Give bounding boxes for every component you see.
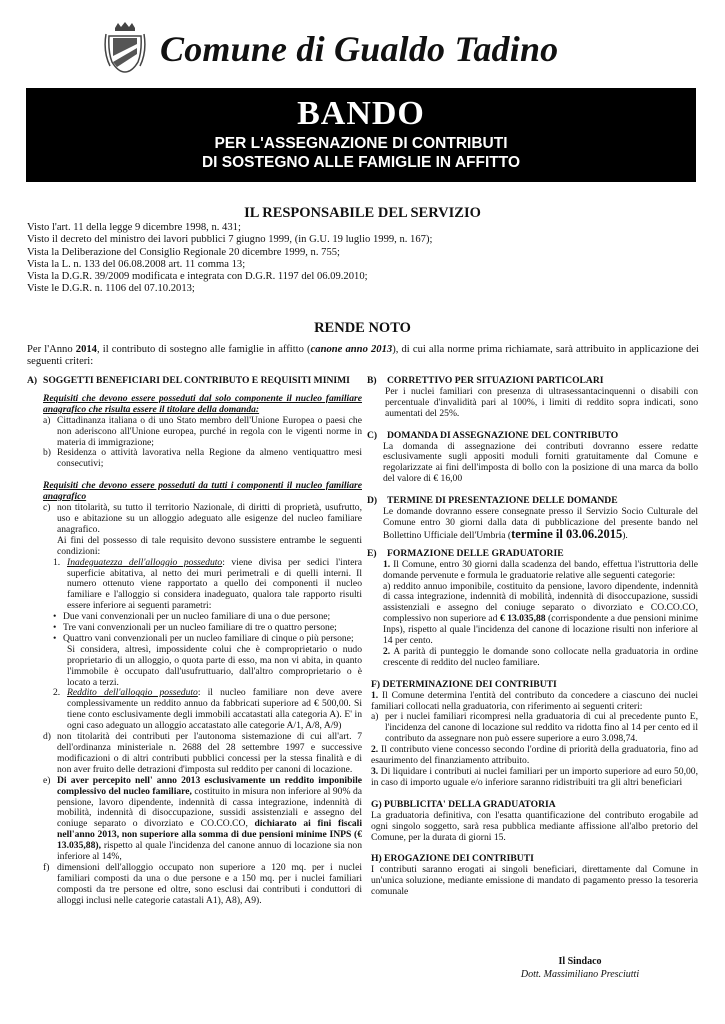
section-h-text: I contributi saranno erogati ai singoli beneficiari, direttamente dal Comune in un'unica soluzione, mediante emissione di mandato di pagamento presso la tesoreria comunale	[371, 864, 698, 898]
section-title: CORRETTIVO PER SITUAZIONI PARTICOLARI	[387, 375, 604, 386]
item-text	[67, 688, 362, 732]
visti-list	[27, 222, 697, 296]
intro-text: Per l'Anno	[27, 344, 76, 355]
section-f-heading: F) DETERMINAZIONE DEI CONTRIBUTI	[371, 678, 557, 690]
left-column	[27, 376, 362, 907]
para-text: a) reddito annuo imponibile, costituito da pensione, lavoro dipendente, indennità di cassa integrazione, indennità di mobilità, indennità di disoccupazione, sussidi assistenziali e assegno del coniuge separato o divorziato e CO.CO.CO, complessivo non superiore ad	[383, 580, 698, 625]
para-text: Il contributo viene concesso secondo l'ordine di priorità della graduatoria, fino ad esaurimento del finanziamento attribuito.	[371, 744, 698, 767]
bullet-icon: •	[53, 611, 57, 623]
responsabile-heading: IL RESPONSABILE DEL SERVIZIO	[244, 205, 481, 221]
para-number: 1.	[371, 689, 379, 701]
title-banner	[26, 88, 696, 182]
visto-line: Vista la D.G.R. 39/2009 modificata e integrata con D.G.R. 1197 del 06.09.2010;	[27, 271, 368, 283]
para-number: 1.	[383, 558, 391, 570]
ai-fini-text: Ai fini del possesso di tale requisito devono sussistere entrambe le seguenti condizioni:	[57, 534, 362, 557]
item-title: Reddito dell'alloggio posseduto	[67, 687, 198, 699]
banner-subtitle-2: DI SOSTEGNO ALLE FAMIGLIE IN AFFITTO	[201, 154, 521, 171]
intro-canone: canone anno 2013	[310, 344, 393, 355]
list-item	[27, 448, 362, 470]
para-number: 2.	[383, 645, 391, 657]
bullet-text: Tre vani convenzionali per un nucleo familiare di tre o quattro persone;	[63, 622, 337, 634]
bullet-icon: •	[53, 632, 57, 644]
item-text: dimensioni dell'alloggio occupato non superiore a 120 mq. per i nuclei familiari composti da una o due persone e a 150 mq. per i nuclei familiari composti da tre persone ed oltre, sono esclusi dai contributi i conduttori di alloggi inclusi nelle categorie catastali A1), A8), A9).	[57, 861, 362, 906]
item-bold: Di aver percepito nell' anno 2013 esclusivamente un reddito imponibile complessivo del nucleo familiare,	[57, 774, 362, 797]
section-e-p1	[367, 560, 698, 582]
item-label: 1.	[53, 556, 61, 568]
req2-heading: Requisiti che devono essere posseduti da tutti i componenti il nucleo familiare anagrafico	[43, 480, 362, 503]
section-title: TERMINE DI PRESENTAZIONE DELLE DOMANDE	[387, 495, 618, 507]
page-header	[0, 18, 725, 78]
intro-paragraph	[27, 344, 699, 369]
visto-line: Vista la L. n. 133 del 06.08.2008 art. 11 comma 13;	[27, 258, 246, 270]
section-letter: E)	[367, 547, 377, 559]
item-label: f)	[43, 861, 50, 873]
item-label: e)	[43, 774, 51, 786]
item-text: Cittadinanza italiana o di uno Stato membro dell'Unione Europea o paesi che non aderiscono all'Unione europea, purché in regola con le vigenti norme in materia di immigrazione;	[57, 414, 362, 448]
section-title: FORMAZIONE DELLE GRADUATORIE	[387, 547, 564, 559]
list-item	[367, 712, 698, 745]
bullet-text: Quattro vani convenzionali per un nucleo familiare di cinque o più persone;	[63, 632, 354, 644]
item-title: Inadeguatezza dell'alloggio posseduto	[67, 556, 223, 568]
deadline-date: termine il 03.06.2015	[511, 526, 623, 541]
section-d-body: Le domande dovranno essere consegnate presso il Servizio Socio Culturale del Comune entro 30 giorni dalla data di pubblicazione del presente bando nel Bollettino Ufficiale dell'Umbria (	[383, 506, 698, 541]
para-text: A parità di punteggio le domande sono collocate nella graduatoria in ordine crescente di reddito del nucleo familiare.	[383, 645, 698, 668]
signer-role: Il Sindaco	[558, 956, 602, 967]
item-label: a)	[43, 414, 51, 426]
section-f-p1	[367, 691, 698, 713]
section-g-heading: G) PUBBLICITA' DELLA GRADUATORIA	[371, 798, 556, 810]
list-item	[27, 776, 362, 863]
section-h-heading: H) EROGAZIONE DEI CONTRIBUTI	[371, 853, 534, 865]
item-body: : viene divisa per sedici l'intera superficie abitativa, al netto dei muri perimetrali e di quelli interni. Il numero ottenuto viene rapportato a quello dei componenti il nucleo familiare e l'alloggio si considera inadeguato, qualora tale rapporto risulti essere inferiore ai seguenti parametri:	[67, 556, 362, 612]
section-d-end: ).	[622, 529, 628, 541]
visto-line: Viste le D.G.R. n. 1106 del 07.10.2013;	[27, 283, 195, 295]
visto-line: Vista la Deliberazione del Consiglio Regionale 20 dicembre 1999, n. 755;	[27, 246, 340, 258]
section-g-text: La graduatoria definitiva, con l'esatta quantificazione del contributo erogabile ad ogni singolo soggetto, sarà resa pubblica mediante affissione all'albo pretorio del Comune, per la durata di giorni 15.	[371, 809, 698, 843]
section-c-heading	[367, 431, 698, 442]
item-bold: dichiarato ai fini fiscali nell'anno 2013, non superiore alla somma di due pensioni minime INPS (€ 13.035,88),	[57, 818, 362, 852]
item-text	[67, 558, 362, 613]
amount: € 13.035,88	[499, 613, 546, 625]
signer-name: Dott. Massimiliano Presciutti	[520, 969, 640, 980]
para-text: (corrispondente a due pensioni minime Inps), rispetto al quale l'incidenza del canone di locazione risulti non inferiore al 14 per cento.	[383, 613, 698, 647]
intro-text: , il contributo di sostegno alle famiglie in affitto (	[96, 344, 311, 355]
signature-block	[500, 955, 660, 981]
list-item	[27, 688, 362, 732]
section-f-p3	[367, 767, 698, 789]
item-body: costituito in misura non inferiore al 90% da pensione, lavoro dipendente, indennità di cassa integrazione, indennità di mobilità, indennità di disoccupazione, sussidi assistenziali e assegno del coniuge separato o divorziato e CO.CO.CO,	[57, 785, 363, 830]
municipal-crest-icon	[104, 22, 146, 74]
visto-line: Visto l'art. 11 della legge 9 dicembre 1998, n. 431;	[27, 222, 241, 233]
town-name: Comune di Gualdo Tadino	[160, 29, 559, 69]
visto-line: Visto il decreto del ministro dei lavori pubblici 7 giugno 1999, (in G.U. 19 luglio 1999, n. 167);	[27, 234, 433, 246]
section-letter: D)	[367, 495, 378, 507]
list-item	[27, 558, 362, 613]
para-number: 3.	[371, 766, 379, 777]
rende-noto-heading: RENDE NOTO	[314, 320, 411, 336]
section-b-text: Per i nuclei familiari con presenza di ultrasessantacinquenni o disabili con percentuale d'invalidità pari al 100%, i limiti di reddito sopra indicati, sono aumentati del 25%.	[385, 385, 698, 419]
section-letter: C)	[367, 429, 378, 441]
item-text	[57, 776, 362, 863]
req1-heading: Requisiti che devono essere posseduti dal solo componente il nucleo familiare anagrafico che risulta essere il titolare della domanda:	[43, 392, 362, 415]
item-body: rispetto al quale l'incidenza del canone annuo di locazione sia non inferiore al 14%,	[57, 840, 362, 863]
item-body: : il nucleo familiare non deve avere complessivamente un reddito annuo da fabbricati superiore ad € 500,00. Si tiene conto esclusivamente degli immobili accatastati alla categoria A). E' in ogni caso adeguato un alloggio accatastato alle categorie A/1, A/8, A/9)	[67, 687, 362, 732]
list-item	[27, 732, 362, 776]
item-text: per i nuclei familiari ricompresi nella graduatoria di cui al precedente punto E, l'incidenza del canone di locazione sul reddito va ridotta fino al 14 per cento ed il contributo da assegnare non può essere superiore a euro 3.098,74.	[385, 711, 698, 745]
section-a-heading	[27, 376, 362, 387]
section-title: DOMANDA DI ASSEGNAZIONE DEL CONTRIBUTO	[387, 429, 619, 441]
section-c-text: La domanda di assegnazione dei contributi dovranno essere redatte esclusivamente sugli appositi moduli forniti gratuitamente dal Comune e regolarizzate ai fini dell'imposta di bollo con la posizione di una marca da bollo del valore di € 16,00	[383, 440, 698, 485]
item-label: c)	[43, 502, 51, 514]
banner-title: BANDO	[297, 95, 425, 132]
section-letter: B)	[367, 375, 377, 386]
section-e-p2	[367, 647, 698, 669]
item-label: b)	[43, 447, 51, 459]
bullet-text: Due vani convenzionali per un nucleo familiare di una o due persone;	[63, 611, 331, 623]
item-label: a)	[371, 711, 379, 723]
item-label: d)	[43, 731, 51, 743]
item-text: non titolarità dei contributi per l'autonoma sistemazione di cui all'art. 7 dell'ordinanza ministeriale n. 2688 del 28 settembre 1997 e successive modificazioni o di altri contributi pubblici concessi per la stessa finalità e di non aver fruito delle detrazioni d'imposta sul reddito per canoni di locazione.	[57, 731, 362, 775]
intro-year: 2014	[75, 344, 97, 355]
para-text: Il Comune, entro 30 giorni dalla scadenza del bando, effettua l'istruttoria delle domande pervenute e formula le graduatorie relative alle seguenti categorie:	[383, 558, 698, 581]
para-number: 2.	[371, 744, 379, 756]
banner-subtitle-1: PER L'ASSEGNAZIONE DI CONTRIBUTI	[214, 135, 508, 152]
list-item	[27, 503, 362, 536]
right-column	[367, 376, 698, 898]
note-text: Si considera, altresì, impossidente colui che è comproprietario o nudo proprietario di un alloggio, o quota parte di esso, ma non vi abita, in quanto l'immobile è occupato dall'usufruttuario, dall'altro comproprietario o è locato a terzi.	[67, 643, 362, 688]
para-text: Il Comune determina l'entità del contributo da concedere a ciascuno dei nuclei familiari collocati nella graduatoria, con riferimento ai seguenti criteri:	[371, 689, 698, 712]
section-f-p2	[367, 745, 698, 767]
item-label: 2.	[53, 687, 61, 699]
section-e-a	[367, 582, 698, 647]
bullet-icon: •	[53, 622, 57, 634]
section-d-text	[367, 507, 698, 542]
para-text: Di liquidare i contributi ai nuclei familiari per un importo superiore ad euro 50,00, in caso di importo uguale e/o inferiore saranno ridistribuiti tra gli altri beneficiari	[371, 766, 698, 788]
section-letter: A)	[27, 375, 38, 386]
item-text: non titolarità, su tutto il territorio Nazionale, di diritti di proprietà, usufrutto, uso e abitazione su un alloggio adeguato alle esigenze del nucleo familiare anagrafico.	[57, 502, 362, 535]
intro-text: ), di cui alla norme prima richiamate, sarà attribuito in applicazione dei seguenti criteri:	[27, 344, 699, 368]
section-title: SOGGETTI BENEFICIARI DEL CONTRIBUTO E REQUISITI MINIMI	[43, 375, 350, 386]
list-item	[27, 863, 362, 907]
item-text: Residenza o attività lavorativa nella Regione da almeno ventiquattro mesi consecutivi;	[57, 447, 362, 470]
list-item	[27, 416, 362, 449]
